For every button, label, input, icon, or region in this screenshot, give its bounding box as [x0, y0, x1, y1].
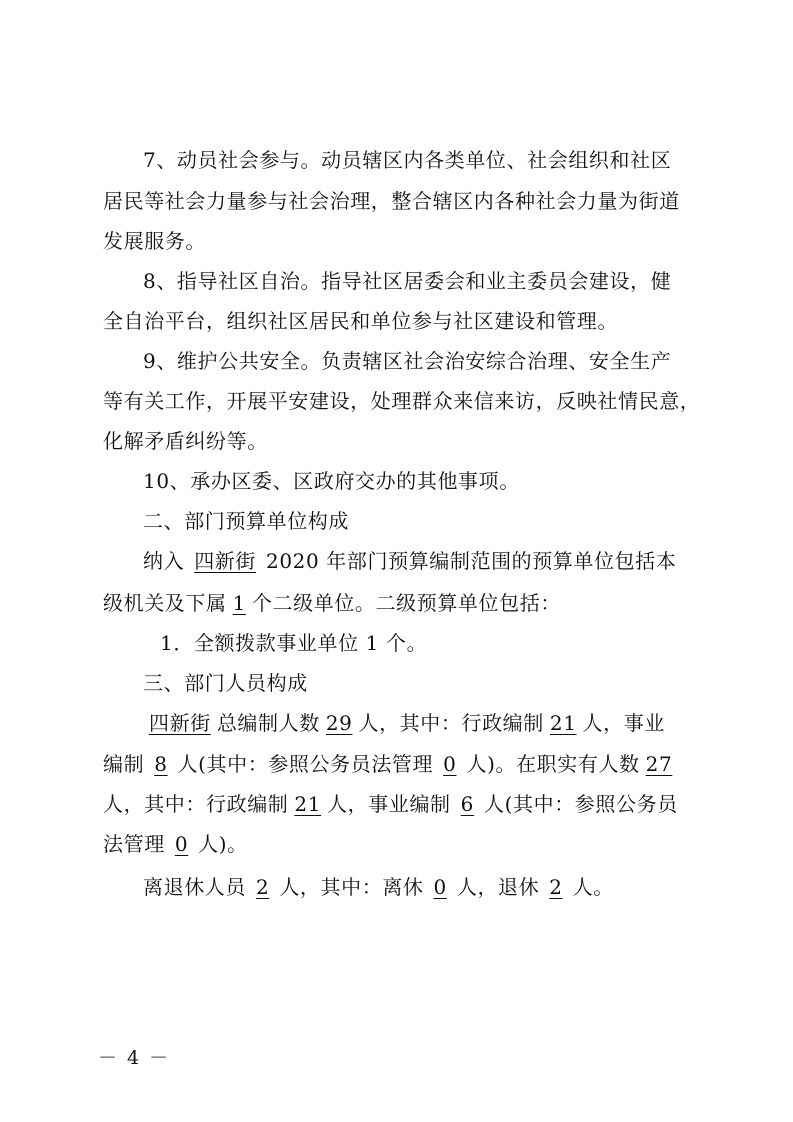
item8-line2: 全自治平台，组织社区居民和单位参与社区建设和管理。 — [103, 309, 618, 333]
section2-p2-before: 级机关及下属 — [103, 591, 227, 615]
section3-l3-b: 人，事业编制 — [327, 792, 451, 816]
section2-unit-name: 四新街 — [194, 549, 257, 573]
section2-heading: 二、部门预算单位构成 — [143, 509, 349, 533]
section3-l3-c: 人(其中：参照公务员 — [484, 792, 678, 816]
page-number: － 4 － — [98, 1047, 171, 1069]
section3-line1 — [143, 709, 665, 737]
section3-career: 8 — [154, 752, 168, 776]
section3-l2-b: 人(其中：参照公务员法管理 — [177, 752, 434, 776]
section3-lixiu: 0 — [433, 875, 447, 899]
section3-admin: 21 — [549, 711, 577, 735]
item8-line1: 8、指导社区自治。指导社区居委会和业主委员会建设，健 — [143, 269, 672, 293]
section3-l1-b: 人，其中：行政编制 — [358, 711, 544, 735]
section2-paragraph-line2 — [103, 589, 561, 617]
section3-actual-admin: 21 — [294, 792, 322, 816]
section3-ref-mgmt: 0 — [443, 752, 457, 776]
section3-r-a: 离退休人员 — [143, 875, 246, 899]
section3-l1-c: 人，事业 — [582, 711, 665, 735]
section3-line4 — [103, 830, 248, 858]
section3-l4-a: 法管理 — [103, 832, 165, 856]
section2-p1-after: 2020 年部门预算编制范围的预算单位包括本 — [266, 549, 677, 573]
section2-sub-units: 1 — [232, 591, 246, 615]
section3-actual-ref: 0 — [174, 832, 189, 856]
item9-line1: 9、维护公共安全。负责辖区社会治安综合治理、安全生产 — [143, 349, 672, 373]
item9-line3: 化解矛盾纠纷等。 — [103, 429, 268, 453]
section3-unit-name: 四新街 — [149, 711, 211, 735]
section3-r-d: 人。 — [572, 875, 614, 899]
item7-line1: 7、动员社会参与。动员辖区内各类单位、社会组织和社区 — [143, 148, 672, 172]
section3-l4-b: 人)。 — [198, 832, 248, 856]
section3-retired-line — [143, 873, 614, 901]
item7-line2: 居民等社会力量参与社会治理，整合辖区内各种社会力量为街道 — [103, 189, 680, 213]
section3-actual-career: 6 — [460, 792, 474, 816]
section3-l1-a: 总编制人数 — [216, 711, 320, 735]
section3-l2-c: 人)。在职实有人数 — [466, 752, 640, 776]
section3-heading: 三、部门人员构成 — [143, 671, 308, 695]
section2-list-item-1: 1．全额拨款事业单位 1 个。 — [160, 631, 428, 655]
section3-r-b: 人，其中：离休 — [279, 875, 424, 899]
section3-line2 — [103, 750, 678, 778]
section3-l3-a: 人，其中：行政编制 — [103, 792, 289, 816]
item10-line1: 10、承办区委、区政府交办的其他事项。 — [143, 469, 520, 493]
section2-p2-after: 个二级单位。二级预算单位包括： — [251, 591, 561, 615]
section3-r-c: 人，退休 — [456, 875, 540, 899]
section3-actual: 27 — [645, 752, 673, 776]
item9-line2: 等有关工作，开展平安建设，处理群众来信来访，反映社情民意， — [103, 389, 701, 413]
section3-retired-total: 2 — [256, 875, 270, 899]
section3-tuixiu: 2 — [549, 875, 563, 899]
section2-paragraph-line1 — [143, 547, 676, 575]
section3-line3 — [103, 790, 678, 818]
section2-p1-before: 纳入 — [143, 549, 185, 573]
item7-line3: 发展服务。 — [103, 229, 206, 253]
section3-total: 29 — [325, 711, 353, 735]
section3-l2-a: 编制 — [103, 752, 145, 776]
